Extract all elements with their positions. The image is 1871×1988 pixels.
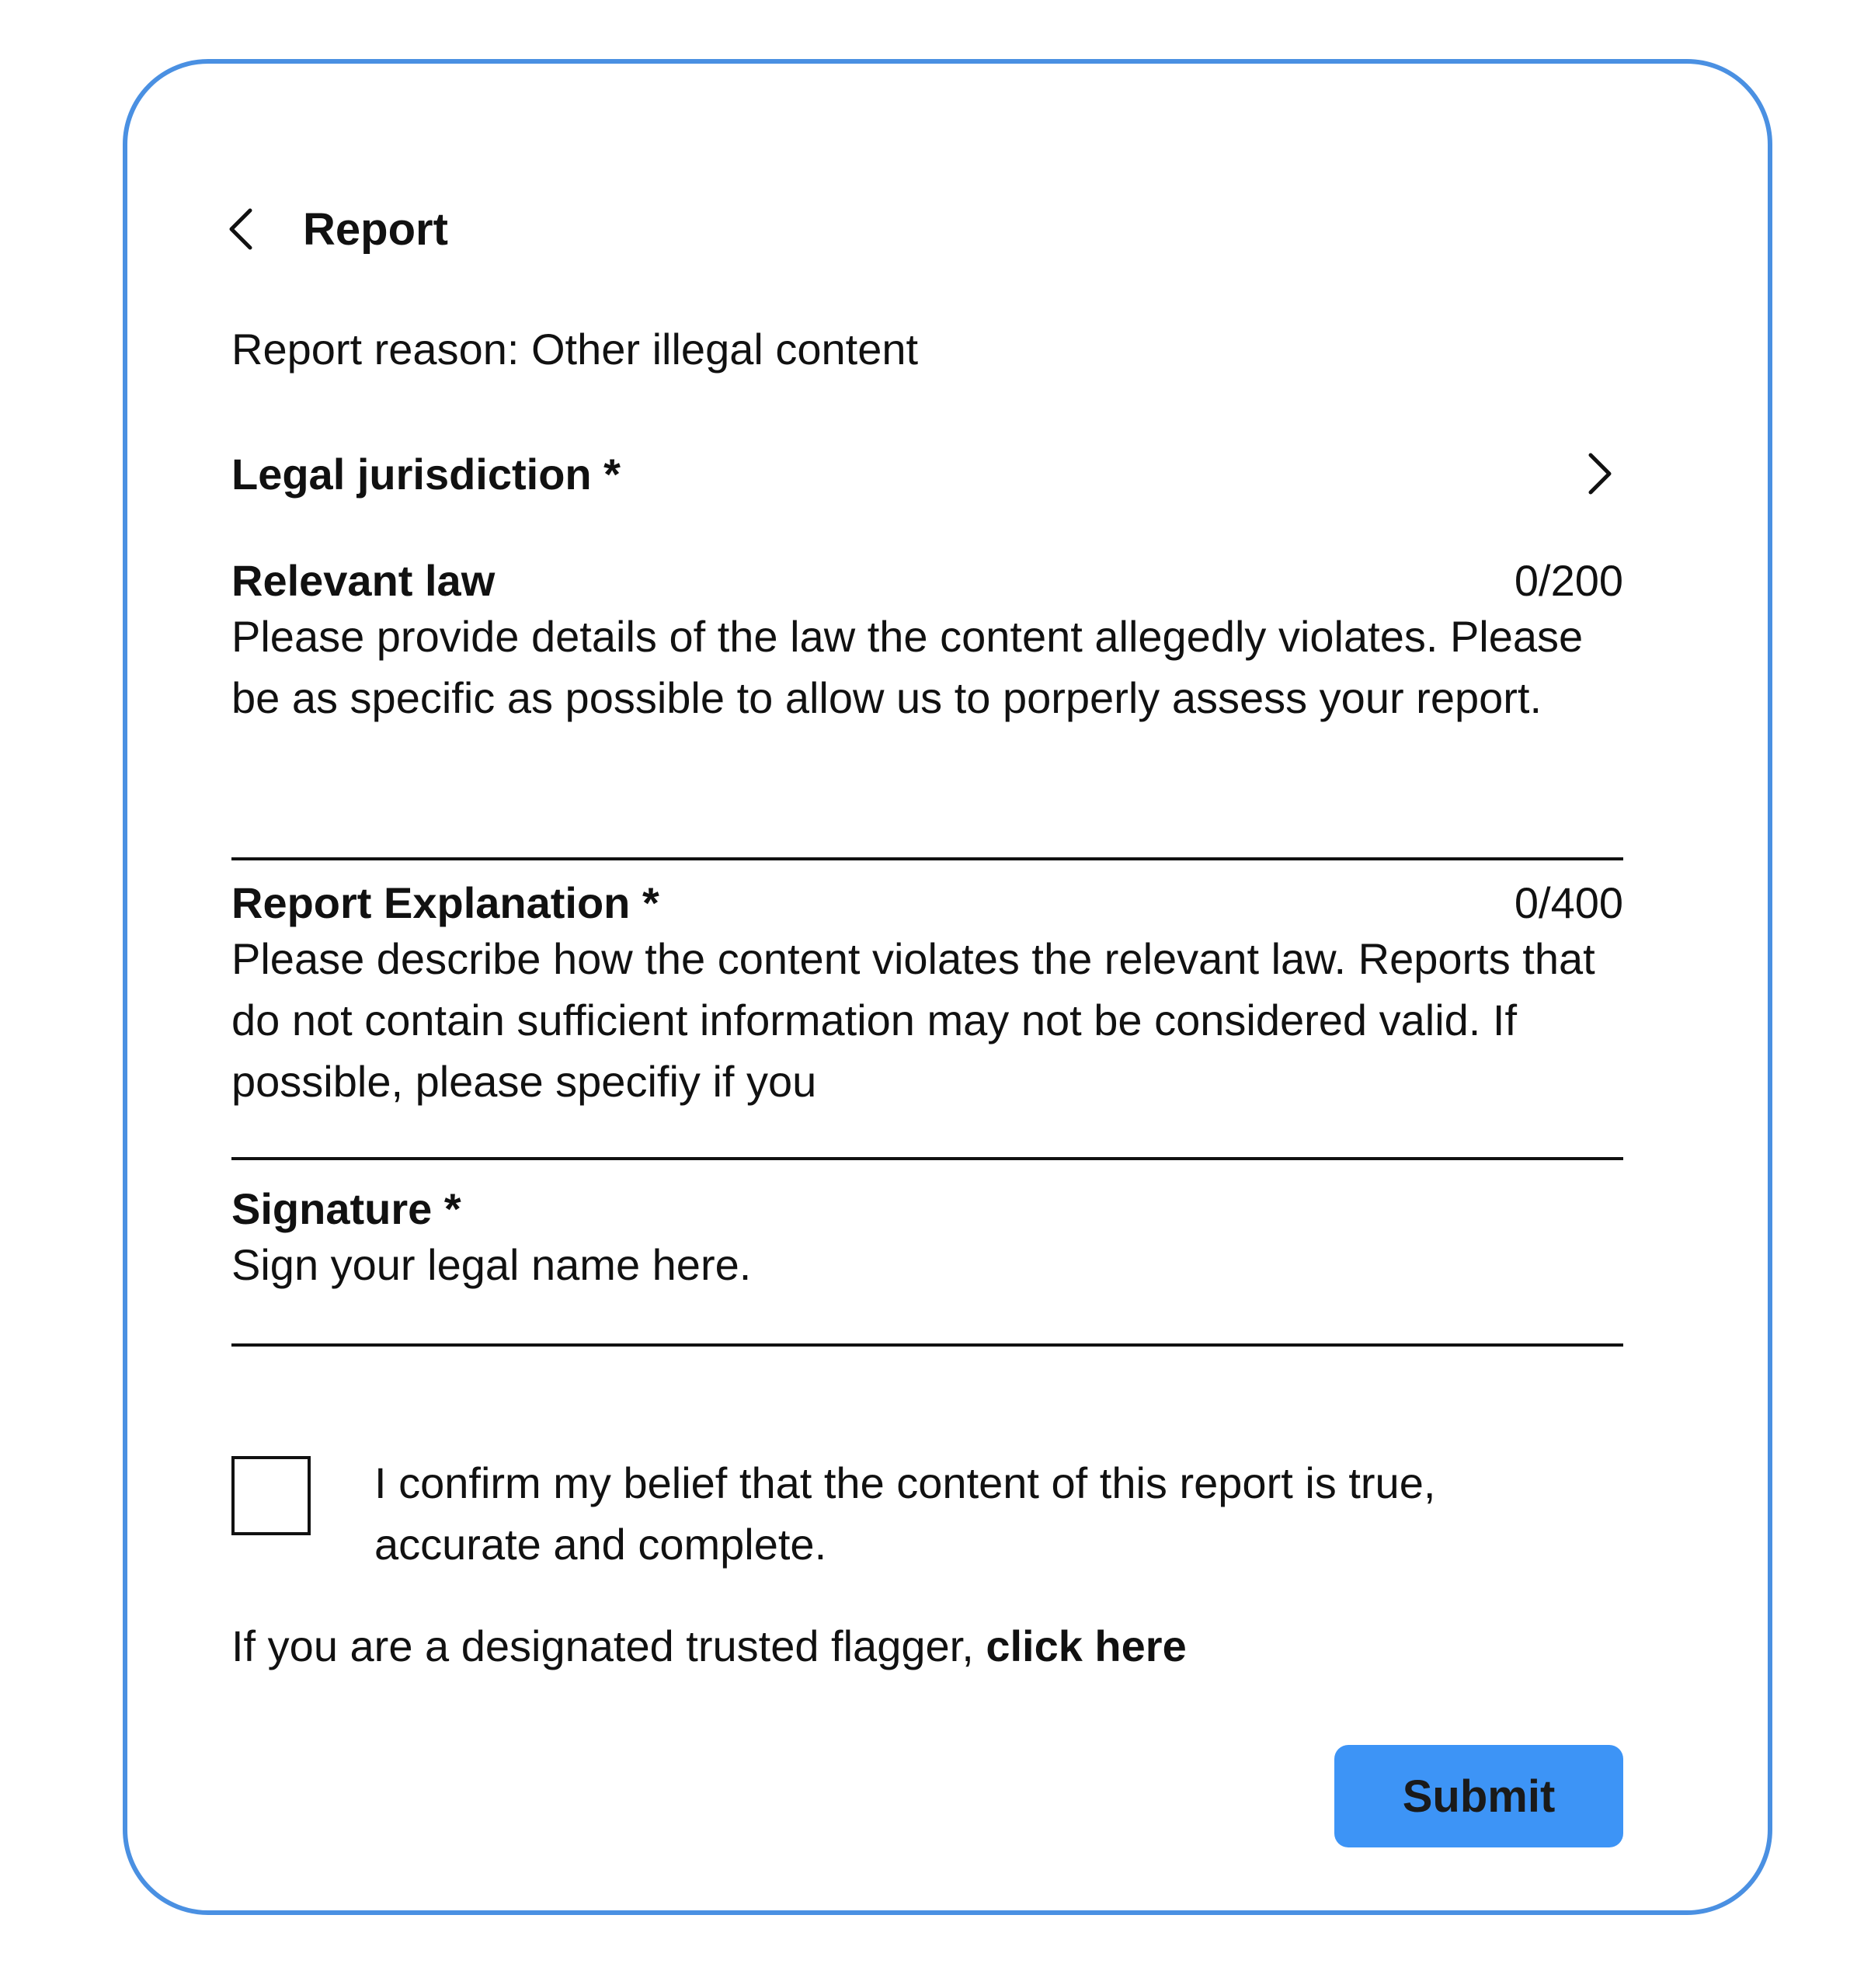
trusted-flagger-text: If you are a designated trusted flagger, <box>231 1621 986 1670</box>
page-title: Report <box>303 203 448 255</box>
trusted-flagger-line <box>231 1615 1187 1677</box>
report-explanation-underline <box>231 1157 1623 1160</box>
confirm-checkbox[interactable] <box>231 1456 311 1535</box>
report-explanation-field <box>231 878 1623 1112</box>
report-explanation-input[interactable]: Please describe how the content violates the relevant law. Reports that do not contain sufficient information may not be considered valid. If possible, please specifiy if you <box>231 934 1595 1106</box>
report-explanation-header <box>231 878 1623 928</box>
relevant-law-label: Relevant law <box>231 556 496 605</box>
signature-field <box>231 1183 1623 1295</box>
relevant-law-input[interactable]: Please provide details of the law the content allegedly violates. Please be as specific as possible to allow us to porperly assess your report. <box>231 612 1584 722</box>
trusted-flagger-link[interactable]: click here <box>986 1621 1187 1670</box>
relevant-law-counter: 0/200 <box>1514 556 1623 605</box>
report-explanation-counter: 0/400 <box>1514 878 1623 927</box>
relevant-law-underline <box>231 857 1623 860</box>
legal-jurisdiction-label: Legal jurisdiction * <box>231 449 621 499</box>
legal-jurisdiction-row[interactable] <box>231 439 1623 509</box>
signature-input[interactable]: Sign your legal name here. <box>231 1240 752 1289</box>
confirm-text: I confirm my belief that the content of this report is true, accurate and complete. <box>374 1458 1436 1569</box>
signature-label: Signature * <box>231 1184 461 1233</box>
relevant-law-header <box>231 555 1623 606</box>
signature-header <box>231 1183 1623 1234</box>
confirm-row <box>231 1452 1623 1575</box>
relevant-law-field <box>231 555 1623 728</box>
chevron-left-icon[interactable] <box>225 202 280 256</box>
report-reason: Report reason: Other illegal content <box>231 325 919 374</box>
chevron-right-icon <box>1577 443 1623 505</box>
submit-button[interactable]: Submit <box>1334 1745 1623 1847</box>
report-explanation-label: Report Explanation * <box>231 878 659 927</box>
signature-underline <box>231 1343 1623 1347</box>
header <box>225 194 448 264</box>
